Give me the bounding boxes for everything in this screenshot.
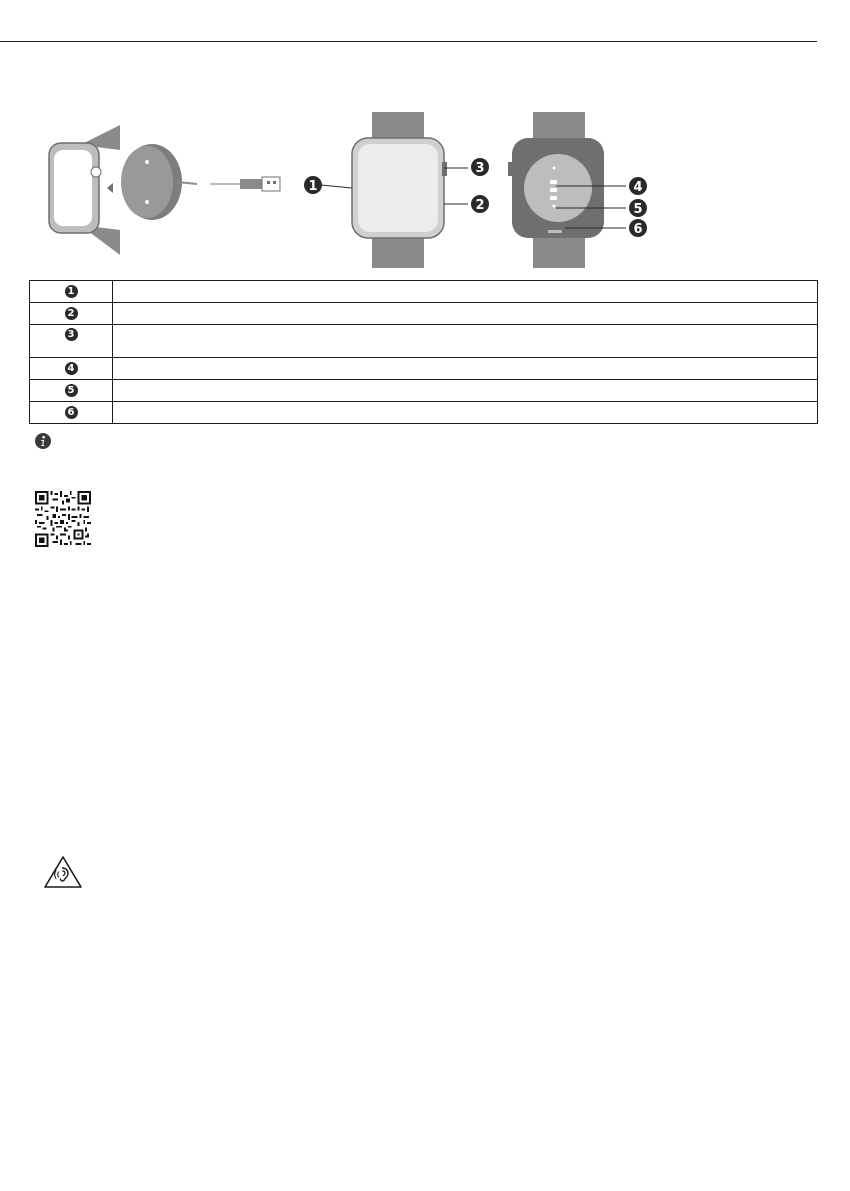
watch-back-view <box>508 112 604 268</box>
row-description <box>113 303 818 325</box>
info-icon <box>35 433 51 449</box>
table-row <box>30 358 818 380</box>
callout-5 <box>629 199 647 217</box>
row-number-cell <box>30 402 113 424</box>
hearing-warning-icon <box>43 855 83 889</box>
row-number-cell <box>30 380 113 402</box>
legend-table <box>29 280 818 424</box>
callout-6-label: 6 <box>633 222 643 237</box>
callout-4 <box>629 177 647 195</box>
row-description <box>113 358 818 380</box>
row-number: 5 <box>65 384 78 397</box>
row-number: 6 <box>65 406 78 419</box>
row-number: 3 <box>65 328 78 341</box>
watch-front-view <box>352 112 447 268</box>
callout-1-label: 1 <box>308 179 318 194</box>
page-top-rule <box>0 41 817 42</box>
row-number-cell <box>30 281 113 303</box>
callout-3 <box>471 158 489 176</box>
callout-5-label: 5 <box>633 202 643 217</box>
callout-4-label: 4 <box>633 180 643 195</box>
table-row <box>30 303 818 325</box>
table-row <box>30 380 818 402</box>
table-row <box>30 281 818 303</box>
callout-1 <box>304 176 322 194</box>
watch-side-view <box>49 125 120 255</box>
product-illustration <box>40 110 680 270</box>
row-number-cell <box>30 325 113 358</box>
row-number-cell <box>30 303 113 325</box>
row-number: 2 <box>65 307 78 320</box>
row-description <box>113 380 818 402</box>
row-number-cell <box>30 358 113 380</box>
qr-code[interactable] <box>35 491 91 547</box>
callout-2 <box>471 195 489 213</box>
row-description <box>113 325 818 358</box>
row-number: 4 <box>65 362 78 375</box>
callout-3-label: 3 <box>475 161 485 176</box>
row-description <box>113 281 818 303</box>
callout-2-label: 2 <box>475 198 485 213</box>
row-description <box>113 402 818 424</box>
charging-cradle <box>121 144 280 220</box>
callout-6 <box>629 219 647 237</box>
row-number: 1 <box>65 285 78 298</box>
table-row <box>30 402 818 424</box>
table-row <box>30 325 818 358</box>
